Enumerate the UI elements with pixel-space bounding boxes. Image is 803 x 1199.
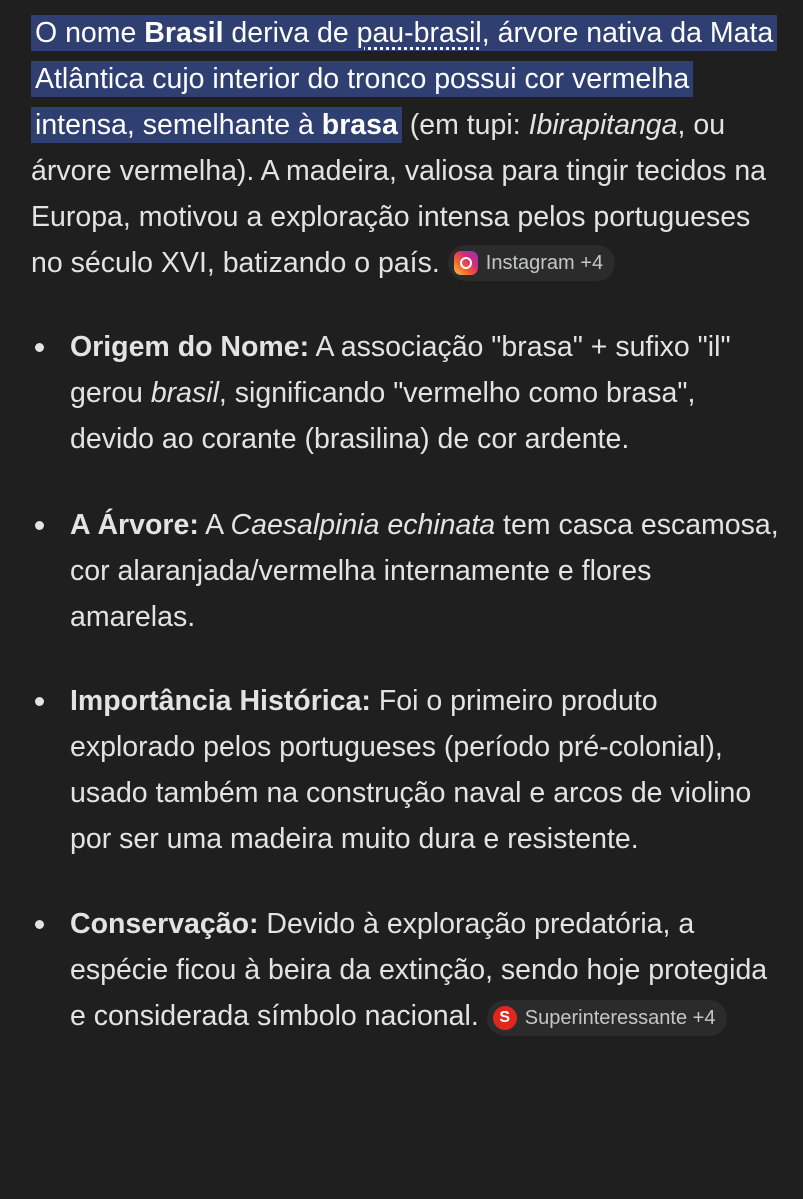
bullet-dot [35, 521, 44, 530]
superinteressante-icon-letter: S [499, 1009, 511, 1026]
list-item [31, 901, 781, 1039]
list-item-heading: Importância Histórica: [70, 685, 371, 717]
intro-text-5: , ou árvore vermelha). A madeira, valiosa para tingir tecidos na Europa, motivou a exploração intensa pelos portugueses no século XVI, batizando o país. [31, 109, 767, 279]
bullet-list [31, 324, 781, 1039]
intro-text-3: , árvore nativa da Mata Atlântica cujo interior do tronco possui cor vermelha intensa, semelhante à [35, 17, 774, 141]
superinteressante-icon [493, 1006, 517, 1030]
instagram-icon [454, 251, 478, 275]
list-item [31, 678, 781, 862]
list-item-italic: Caesalpinia echinata [230, 509, 496, 541]
list-item-text: Devido à exploração predatória, a espécie ficou à beira da extinção, sendo hoje protegida e considerada símbolo nacional. [70, 908, 768, 1032]
list-item-text: , significando "vermelho como brasa", devido ao corante (brasilina) de cor ardente. [70, 377, 696, 455]
intro-text-2: deriva de [223, 17, 357, 49]
link-pau-brasil[interactable]: pau-brasil [356, 17, 482, 49]
list-item-heading: Conservação: [70, 908, 259, 940]
list-item-heading: A Árvore: [70, 509, 199, 541]
intro-text-4: (em tupi: [401, 109, 529, 141]
list-item [31, 502, 781, 640]
bullet-dot [35, 343, 44, 352]
list-item [31, 324, 781, 462]
term-brasil: Brasil [144, 17, 224, 49]
list-item-italic: brasil [150, 377, 219, 409]
list-item-text: tem casca escamosa, cor alaranjada/vermelha internamente e flores amarelas. [70, 509, 779, 633]
source-chip-superinteressante[interactable] [487, 1000, 728, 1036]
source-chip-label: Instagram +4 [485, 252, 604, 274]
list-item-text: A [198, 509, 231, 541]
term-brasa: brasa [321, 109, 398, 141]
list-item-text: Foi o primeiro produto explorado pelos portugueses (período pré-colonial), usado também na construção naval e arcos de violino por ser uma madeira muito dura e resistente. [70, 685, 752, 855]
source-chip-instagram[interactable] [448, 245, 615, 281]
intro-text-1: O nome [35, 17, 145, 49]
list-item-text: A associação "brasa" + sufixo "il" gerou [70, 331, 731, 409]
bullet-dot [35, 920, 44, 929]
source-chip-label: Superinteressante +4 [524, 1007, 716, 1029]
term-ibirapitanga: Ibirapitanga [528, 109, 678, 141]
bullet-dot [35, 697, 44, 706]
intro-paragraph [31, 10, 781, 286]
list-item-heading: Origem do Nome: [70, 331, 310, 363]
response-content [31, 10, 781, 1039]
